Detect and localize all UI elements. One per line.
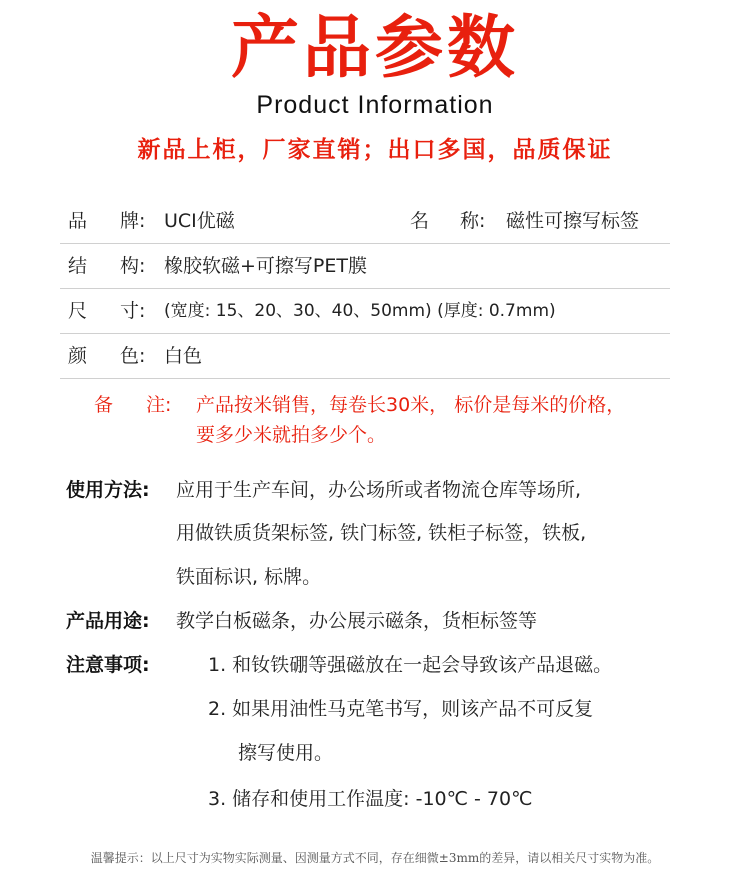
purpose-label: 产品用途: (66, 610, 150, 632)
spec-label-size-1: 尺 (68, 300, 88, 322)
page-title: 产品参数 (230, 9, 519, 88)
spec-row-color (60, 334, 670, 379)
notice-item-2-cont: 擦写使用。 (238, 742, 334, 764)
spec-row-brand-name (60, 199, 670, 244)
spec-label-color-2: 色: (120, 345, 146, 367)
notice-item-3: 3. 储存和使用工作温度: -10℃ - 70℃ (208, 788, 533, 810)
spec-label-name-2: 称: (460, 210, 486, 232)
usage-label: 使用方法: (66, 479, 150, 501)
remark-label-1: 备 (94, 394, 114, 416)
remark-line-2: 要多少米就拍多少个。 (196, 424, 387, 446)
usage-line-3: 铁面标识, 标牌。 (176, 566, 322, 588)
page-subtitle: Product Information (256, 91, 494, 119)
slogan: 新品上柜，厂家直销；出口多国，品质保证 (137, 137, 613, 163)
spec-label-structure-1: 结 (68, 255, 88, 277)
usage-line-2: 用做铁质货架标签, 铁门标签, 铁柜子标签，铁板, (176, 522, 587, 544)
spec-value-color: 白色 (164, 345, 203, 367)
spec-value-size: (宽度: 15、20、30、40、50mm) (厚度: 0.7mm) (164, 301, 556, 321)
spec-label-size-2: 寸: (120, 300, 146, 322)
spec-value-name: 磁性可擦写标签 (506, 210, 640, 232)
spec-value-brand: UCI优磁 (164, 210, 235, 232)
footer-note: 温馨提示：以上尺寸为实物实际测量、因测量方式不同，存在细微±3mm的差异，请以相关尺寸实物为准。 (90, 851, 660, 865)
spec-value-structure: 橡胶软磁+可擦写PET膜 (164, 255, 367, 277)
remark-label-2: 注: (146, 394, 172, 416)
spec-row-size (60, 289, 670, 334)
spec-label-structure-2: 构: (120, 255, 146, 277)
notice-item-1: 1. 和钕铁硼等强磁放在一起会导致该产品退磁。 (208, 654, 613, 676)
remark-line-1: 产品按米销售，每卷长30米， 标价是每米的价格， (196, 394, 626, 416)
spec-label-name-1: 名 (410, 210, 430, 232)
notice-label: 注意事项: (66, 654, 150, 676)
spec-label-brand-1: 品 (68, 210, 88, 232)
spec-label-brand-2: 牌: (120, 210, 146, 232)
usage-line-1: 应用于生产车间，办公场所或者物流仓库等场所, (176, 479, 582, 501)
notice-item-2: 2. 如果用油性马克笔书写，则该产品不可反复 (208, 698, 594, 720)
purpose-text: 教学白板磁条，办公展示磁条，货柜标签等 (176, 610, 538, 632)
spec-label-color-1: 颜 (68, 345, 88, 367)
spec-row-structure (60, 244, 670, 289)
